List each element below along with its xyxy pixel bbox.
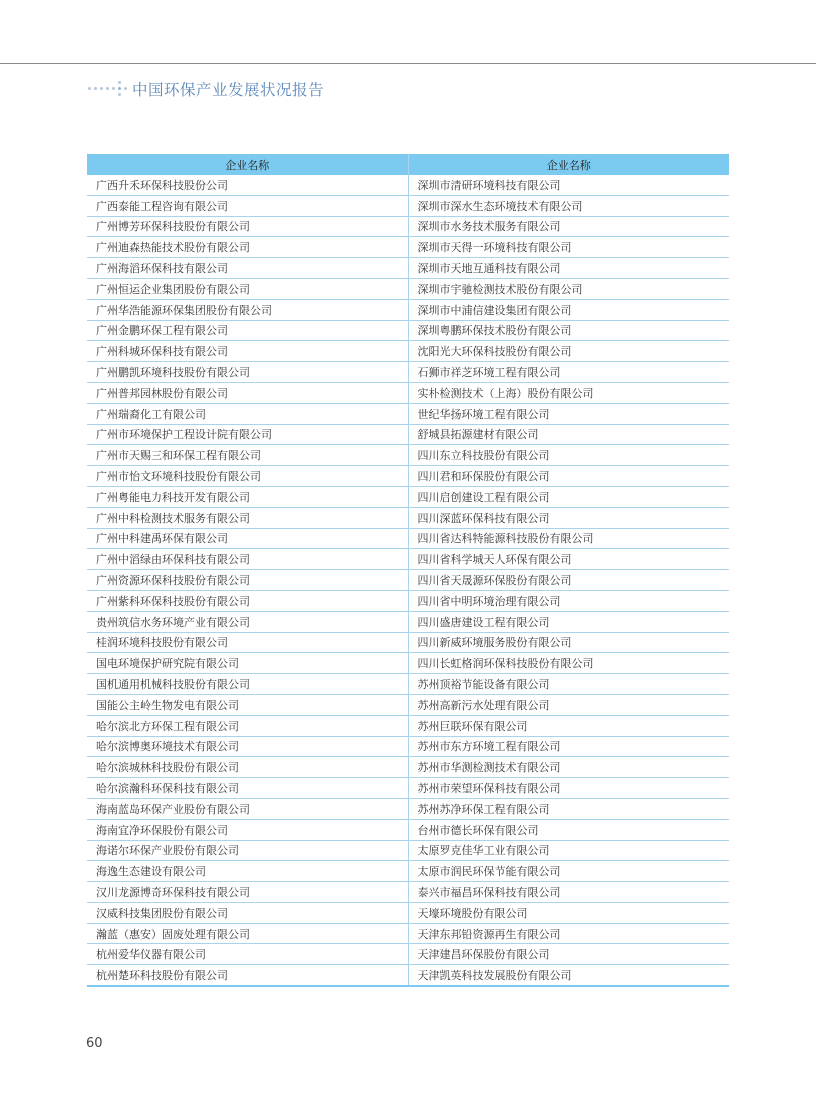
company-name-cell: 桂润环境科技股份有限公司 bbox=[87, 632, 408, 653]
dots-logo-icon bbox=[84, 74, 128, 104]
company-name-cell: 深圳粤鹏环保技术股份有限公司 bbox=[408, 320, 729, 341]
table-row bbox=[87, 528, 729, 549]
company-name-cell: 四川省科学城天人环保有限公司 bbox=[408, 549, 729, 570]
table-body bbox=[87, 175, 729, 986]
table-row bbox=[87, 965, 729, 986]
company-name-cell: 四川东立科技股份有限公司 bbox=[408, 445, 729, 466]
company-name-cell: 海诺尔环保产业股份有限公司 bbox=[87, 840, 408, 861]
company-name-cell: 太原罗克佳华工业有限公司 bbox=[408, 840, 729, 861]
company-table bbox=[87, 154, 729, 987]
table-row bbox=[87, 486, 729, 507]
table-row bbox=[87, 549, 729, 570]
column-header: 企业名称 bbox=[87, 154, 408, 175]
company-name-cell: 哈尔滨北方环保工程有限公司 bbox=[87, 715, 408, 736]
company-name-cell: 四川君和环保股份有限公司 bbox=[408, 466, 729, 487]
company-name-cell: 瀚蓝（惠安）固废处理有限公司 bbox=[87, 923, 408, 944]
company-name-cell: 哈尔滨博奥环境技术有限公司 bbox=[87, 736, 408, 757]
company-name-cell: 深圳市中浦信建设集团有限公司 bbox=[408, 299, 729, 320]
company-name-cell: 哈尔滨瀚科环保科技有限公司 bbox=[87, 778, 408, 799]
table-row bbox=[87, 258, 729, 279]
company-name-cell: 杭州楚环科技股份有限公司 bbox=[87, 965, 408, 986]
company-name-cell: 广州迪森热能技术股份有限公司 bbox=[87, 237, 408, 258]
company-name-cell: 海南宜净环保股份有限公司 bbox=[87, 819, 408, 840]
company-name-cell: 苏州苏净环保工程有限公司 bbox=[408, 798, 729, 819]
table-row bbox=[87, 570, 729, 591]
table-row bbox=[87, 299, 729, 320]
company-name-cell: 深圳市水务技术服务有限公司 bbox=[408, 216, 729, 237]
table-row bbox=[87, 778, 729, 799]
company-name-cell: 广西泰能工程咨询有限公司 bbox=[87, 195, 408, 216]
company-name-cell: 台州市德长环保有限公司 bbox=[408, 819, 729, 840]
page-number: 60 bbox=[86, 1036, 103, 1051]
company-name-cell: 广州恒运企业集团股份有限公司 bbox=[87, 278, 408, 299]
top-rule bbox=[0, 63, 816, 64]
table-row bbox=[87, 653, 729, 674]
company-name-cell: 四川省中明环境治理有限公司 bbox=[408, 590, 729, 611]
table-row bbox=[87, 507, 729, 528]
company-name-cell: 国能公主岭生物发电有限公司 bbox=[87, 694, 408, 715]
table-row bbox=[87, 278, 729, 299]
company-name-cell: 舒城县拓源建材有限公司 bbox=[408, 424, 729, 445]
company-name-cell: 泰兴市福昌环保科技有限公司 bbox=[408, 882, 729, 903]
company-name-cell: 广西升禾环保科技股份公司 bbox=[87, 175, 408, 195]
company-name-cell: 天津东邦铅资源再生有限公司 bbox=[408, 923, 729, 944]
company-name-cell: 广州科城环保科技有限公司 bbox=[87, 341, 408, 362]
company-name-cell: 汉威科技集团股份有限公司 bbox=[87, 902, 408, 923]
company-name-cell: 四川省达科特能源科技股份有限公司 bbox=[408, 528, 729, 549]
company-name-cell: 汉川龙源博奇环保科技有限公司 bbox=[87, 882, 408, 903]
company-name-cell: 四川深蓝环保科技有限公司 bbox=[408, 507, 729, 528]
company-name-cell: 广州海滔环保科技有限公司 bbox=[87, 258, 408, 279]
table-row bbox=[87, 403, 729, 424]
company-name-cell: 天津凯英科技发展股份有限公司 bbox=[408, 965, 729, 986]
company-name-cell: 广州金鹏环保工程有限公司 bbox=[87, 320, 408, 341]
table-row bbox=[87, 237, 729, 258]
company-name-cell: 广州粤能电力科技开发有限公司 bbox=[87, 486, 408, 507]
table-row bbox=[87, 840, 729, 861]
table-row bbox=[87, 611, 729, 632]
company-name-cell: 广州中科检测技术服务有限公司 bbox=[87, 507, 408, 528]
company-name-cell: 苏州市荣望环保科技有限公司 bbox=[408, 778, 729, 799]
table-row bbox=[87, 944, 729, 965]
company-name-cell: 海南蓝岛环保产业股份有限公司 bbox=[87, 798, 408, 819]
company-name-cell: 广州鹏凯环境科技股份有限公司 bbox=[87, 362, 408, 383]
table-row bbox=[87, 715, 729, 736]
table-row bbox=[87, 736, 729, 757]
company-name-cell: 深圳市清研环境科技有限公司 bbox=[408, 175, 729, 195]
table-row bbox=[87, 757, 729, 778]
company-name-cell: 四川盛唐建设工程有限公司 bbox=[408, 611, 729, 632]
page-header bbox=[84, 74, 324, 104]
table-row bbox=[87, 341, 729, 362]
company-name-cell: 苏州顶裕节能设备有限公司 bbox=[408, 674, 729, 695]
company-name-cell: 四川省天晟源环保股份有限公司 bbox=[408, 570, 729, 591]
table-row bbox=[87, 382, 729, 403]
company-name-cell: 广州资源环保科技股份有限公司 bbox=[87, 570, 408, 591]
company-name-cell: 哈尔滨城林科技股份有限公司 bbox=[87, 757, 408, 778]
table-row bbox=[87, 674, 729, 695]
company-name-cell: 深圳市宇驰检测技术股份有限公司 bbox=[408, 278, 729, 299]
company-name-cell: 杭州爱华仪器有限公司 bbox=[87, 944, 408, 965]
table-row bbox=[87, 798, 729, 819]
table-row bbox=[87, 819, 729, 840]
table-row bbox=[87, 632, 729, 653]
table-row bbox=[87, 424, 729, 445]
company-name-cell: 苏州市东方环境工程有限公司 bbox=[408, 736, 729, 757]
company-name-cell: 广州普邦园林股份有限公司 bbox=[87, 382, 408, 403]
company-name-cell: 世纪华扬环境工程有限公司 bbox=[408, 403, 729, 424]
company-name-cell: 四川新威环境服务股份有限公司 bbox=[408, 632, 729, 653]
table-row bbox=[87, 923, 729, 944]
company-name-cell: 苏州高新污水处理有限公司 bbox=[408, 694, 729, 715]
company-name-cell: 天津建昌环保股份有限公司 bbox=[408, 944, 729, 965]
table-row bbox=[87, 902, 729, 923]
table-row bbox=[87, 320, 729, 341]
company-name-cell: 国机通用机械科技股份有限公司 bbox=[87, 674, 408, 695]
company-name-cell: 广州市天赐三和环保工程有限公司 bbox=[87, 445, 408, 466]
table-row bbox=[87, 362, 729, 383]
company-name-cell: 苏州市华测检测技术有限公司 bbox=[408, 757, 729, 778]
table-row bbox=[87, 590, 729, 611]
company-name-cell: 沈阳光大环保科技股份有限公司 bbox=[408, 341, 729, 362]
table-row bbox=[87, 882, 729, 903]
company-name-cell: 广州市环境保护工程设计院有限公司 bbox=[87, 424, 408, 445]
company-name-cell: 广州博芳环保科技股份有限公司 bbox=[87, 216, 408, 237]
company-name-cell: 石狮市祥芝环境工程有限公司 bbox=[408, 362, 729, 383]
company-name-cell: 四川启创建设工程有限公司 bbox=[408, 486, 729, 507]
company-name-cell: 深圳市天得一环境科技有限公司 bbox=[408, 237, 729, 258]
company-name-cell: 广州紫科环保科技股份有限公司 bbox=[87, 590, 408, 611]
company-name-cell: 广州市怡文环境科技股份有限公司 bbox=[87, 466, 408, 487]
table-row bbox=[87, 216, 729, 237]
company-name-cell: 广州瑞裔化工有限公司 bbox=[87, 403, 408, 424]
company-name-cell: 海逸生态建设有限公司 bbox=[87, 861, 408, 882]
table-row bbox=[87, 445, 729, 466]
table-row bbox=[87, 195, 729, 216]
company-name-cell: 广州中滔绿由环保科技有限公司 bbox=[87, 549, 408, 570]
column-header: 企业名称 bbox=[408, 154, 729, 175]
report-title: 中国环保产业发展状况报告 bbox=[132, 81, 325, 99]
table-header-row bbox=[87, 154, 729, 175]
company-name-cell: 天壕环境股份有限公司 bbox=[408, 902, 729, 923]
company-name-cell: 广州华浩能源环保集团股份有限公司 bbox=[87, 299, 408, 320]
company-name-cell: 深圳市天地互通科技有限公司 bbox=[408, 258, 729, 279]
company-name-cell: 国电环境保护研究院有限公司 bbox=[87, 653, 408, 674]
table-row bbox=[87, 694, 729, 715]
company-name-cell: 四川长虹格润环保科技股份有限公司 bbox=[408, 653, 729, 674]
company-name-cell: 贵州筑信水务环境产业有限公司 bbox=[87, 611, 408, 632]
table-row bbox=[87, 861, 729, 882]
table-row bbox=[87, 175, 729, 195]
company-name-cell: 太原市润民环保节能有限公司 bbox=[408, 861, 729, 882]
company-name-cell: 深圳市深水生态环境技术有限公司 bbox=[408, 195, 729, 216]
company-name-cell: 实朴检测技术（上海）股份有限公司 bbox=[408, 382, 729, 403]
company-name-cell: 广州中科建禹环保有限公司 bbox=[87, 528, 408, 549]
table-row bbox=[87, 466, 729, 487]
company-name-cell: 苏州巨联环保有限公司 bbox=[408, 715, 729, 736]
